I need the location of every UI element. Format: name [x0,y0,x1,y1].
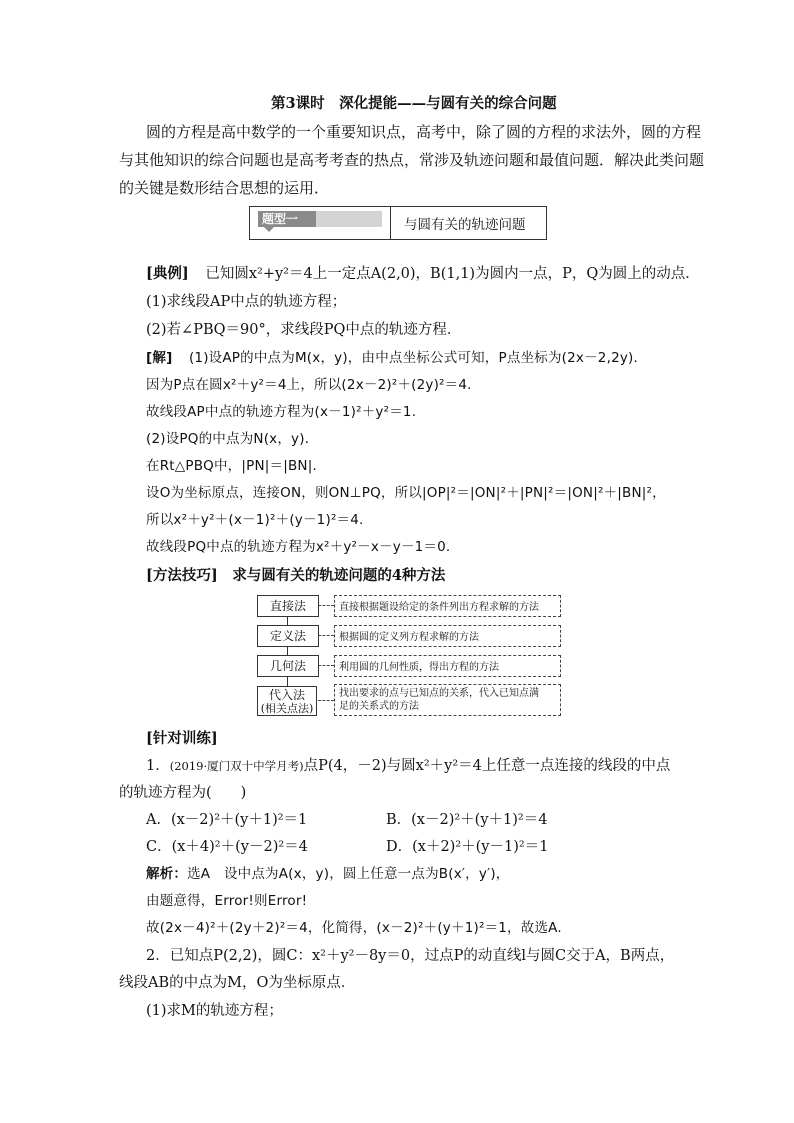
practice-1-line-2: 的轨迹方程为( ) [119,785,247,801]
solution-line-4: (2)设PQ的中点为N(x，y)． [146,431,319,447]
option-d: D．(x＋2)²＋(y－1)²＝1 [386,839,549,855]
method-name-direct: 直接法 [257,595,319,617]
practice-2-q1: (1)求M的轨迹方程； [146,1003,283,1019]
banner-decor-bar [316,211,382,227]
example-label: [典例] [146,265,189,282]
analysis-line-2: 由题意得，Error!则Error! [146,893,308,909]
solution-line-2: 因为P点在圆x²＋y²＝4上，所以(2x－2)²＋(2y)²＝4. [146,377,472,393]
analysis-label: 解析： [146,866,188,882]
example-q1: (1)求线段AP中点的轨迹方程； [146,294,347,310]
method-desc-substitution [334,684,561,716]
solution-line-7: 所以x²＋y²＋(x－1)²＋(y－1)²＝4. [146,512,364,528]
method-desc-definition: 根据圆的定义列方程求解的方法 [334,625,561,647]
option-b: B．(x－2)²＋(y＋1)²＝4 [386,812,548,828]
example-line [146,264,700,284]
method-title: 求与圆有关的轨迹问题的4种方法 [232,567,446,584]
practice-label: [针对训练] [146,730,218,747]
practice-2-line-2: 线段AB的中点为M，O为坐标原点． [119,975,356,991]
method-desc-substitution-2: 足的关系式的方法 [339,701,419,712]
practice-1-source: (2019·厦门双十中学月考) [169,759,304,773]
method-name-definition: 定义法 [257,625,319,647]
solution-line-6: 设O为坐标原点，连接ON，则ON⊥PQ，所以|OP|²＝|ON|²＋|PN|²＝|ON|²＋|BN|²， [146,485,666,501]
practice-2-line-1: 2．已知点P(2,2)，圆C：x²＋y²－8y＝0，过点P的动直线l与圆C交于A，B两点， [146,948,675,964]
method-label: [方法技巧] [146,567,218,584]
intro-line-2: 与其他知识的综合问题也是高考考查的热点，常涉及轨迹问题和最值问题．解决此类问题 [119,151,705,169]
solution-text-1: (1)设AP的中点为M(x，y)，由中点坐标公式可知，P点坐标为(2x－2,2y)． [188,350,648,366]
practice-1-text: 点P(4，－2)与圆x²＋y²＝4上任意一点连接的线段的中点 [303,758,671,774]
example-q2: (2)若∠PBQ＝90°，求线段PQ中点的轨迹方程． [146,322,462,338]
method-desc-substitution-1: 找出要求的点与已知点的关系，代入已知点满 [339,688,539,699]
solution-line-1 [146,348,647,368]
connector-definition [318,635,334,636]
option-a: A．(x－2)²＋(y＋1)²＝1 [146,812,308,828]
analysis-line-3: 故(2x－4)²＋(2y＋2)²＝4，化简得，(x－2)²＋(y＋1)²＝1，故选A. [146,920,562,936]
method-name-substitution-2: (相关点法) [260,702,314,715]
method-name-geometric: 几何法 [257,655,319,677]
practice-1-line-1 [146,756,670,776]
banner-title: 与圆有关的轨迹问题 [404,217,526,233]
example-text: 已知圆x²+y²＝4上一定点A(2,0)，B(1,1)为圆内一点，P，Q为圆上的动点． [205,266,700,282]
method-desc-direct: 直接根据题设给定的条件列出方程求解的方法 [334,595,561,617]
solution-line-8: 故线段PQ中点的轨迹方程为x²＋y²－x－y－1＝0. [146,539,451,555]
analysis-text-1: 选A 设中点为A(x，y)，圆上任意一点为B(x′，y′)， [187,866,510,882]
method-name-substitution-1: 代入法 [268,688,305,702]
page-title: 第3课时 深化提能——与圆有关的综合问题 [271,95,557,112]
connector-geometric [318,665,334,666]
banner-decor-triangle [264,227,274,232]
intro-line-3: 的关键是数形结合思想的运用． [119,179,330,197]
method-name-substitution [257,686,317,716]
analysis-line-1 [146,864,510,884]
practice-1-num: 1． [146,758,170,774]
solution-line-3: 故线段AP中点的轨迹方程为(x－1)²＋y²＝1. [146,404,417,420]
connector-direct [318,605,334,606]
topic-banner [249,206,547,240]
method-desc-geometric: 利用圆的几何性质，得出方程的方法 [334,655,561,677]
banner-tag-area [250,207,391,239]
intro-line-1: 圆的方程是高中数学的一个重要知识点，高考中，除了圆的方程的求法外，圆的方程 [146,123,702,141]
option-c: C．(x＋4)²＋(y－2)²＝4 [146,839,308,855]
solution-label: [解] [146,350,173,366]
solution-line-5: 在Rt△PBQ中，|PN|＝|BN|． [146,458,327,474]
banner-tag: 题型一 [258,211,320,227]
method-line [146,566,445,586]
connector-substitution [318,700,334,701]
